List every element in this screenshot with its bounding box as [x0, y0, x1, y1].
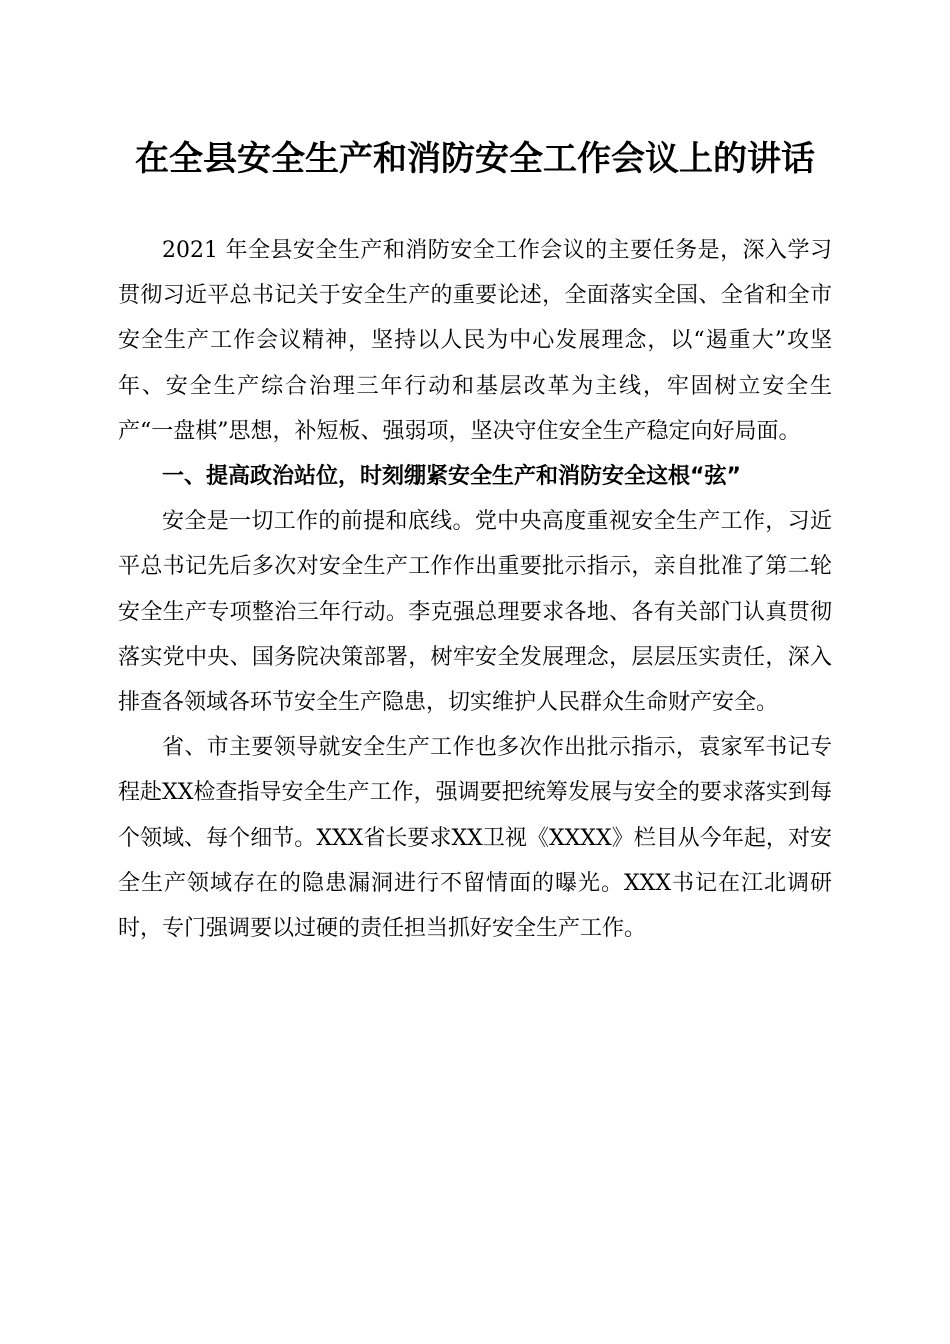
section-heading: 一、提高政治站位，时刻绷紧安全生产和消防安全这根“弦”: [162, 464, 741, 490]
section-paragraph: 省、市主要领导就安全生产工作也多次作出批示指示，袁家军书记专程赴XX检查指导安全生产工作，强调要把统筹发展与安全的要求落实到每个领域、每个细节。XXX省长要求XX卫视《XXXX》栏目从今年起，对安全生产领域存在的隐患漏洞进行不留情面的曝光。XXX书记在江北调研时，专门强调要以过硬的责任担当抓好安全生产工作。: [118, 735, 832, 942]
document-title: 在全县安全生产和消防安全工作会议上的讲话: [135, 139, 815, 179]
intro-paragraph: 2021 年全县安全生产和消防安全工作会议的主要任务是，深入学习贯彻习近平总书记关于安全生产的重要论述，全面落实全国、全省和全市安全生产工作会议精神，坚持以人民为中心发展理念，以“遏重大”攻坚年、安全生产综合治理三年行动和基层改革为主线，牢固树立安全生产“一盘棋”思想，补短板、强弱项，坚决守住安全生产稳定向好局面。: [118, 238, 832, 444]
document-body: [118, 228, 832, 951]
section-paragraph: 安全是一切工作的前提和底线。党中央高度重视安全生产工作，习近平总书记先后多次对安全生产工作作出重要批示指示，亲自批准了第二轮安全生产专项整治三年行动。李克强总理要求各地、各有关部门认真贯彻落实党中央、国务院决策部署，树牢安全发展理念，层层压实责任，深入排查各领域各环节安全生产隐患，切实维护人民群众生命财产安全。: [118, 509, 832, 716]
